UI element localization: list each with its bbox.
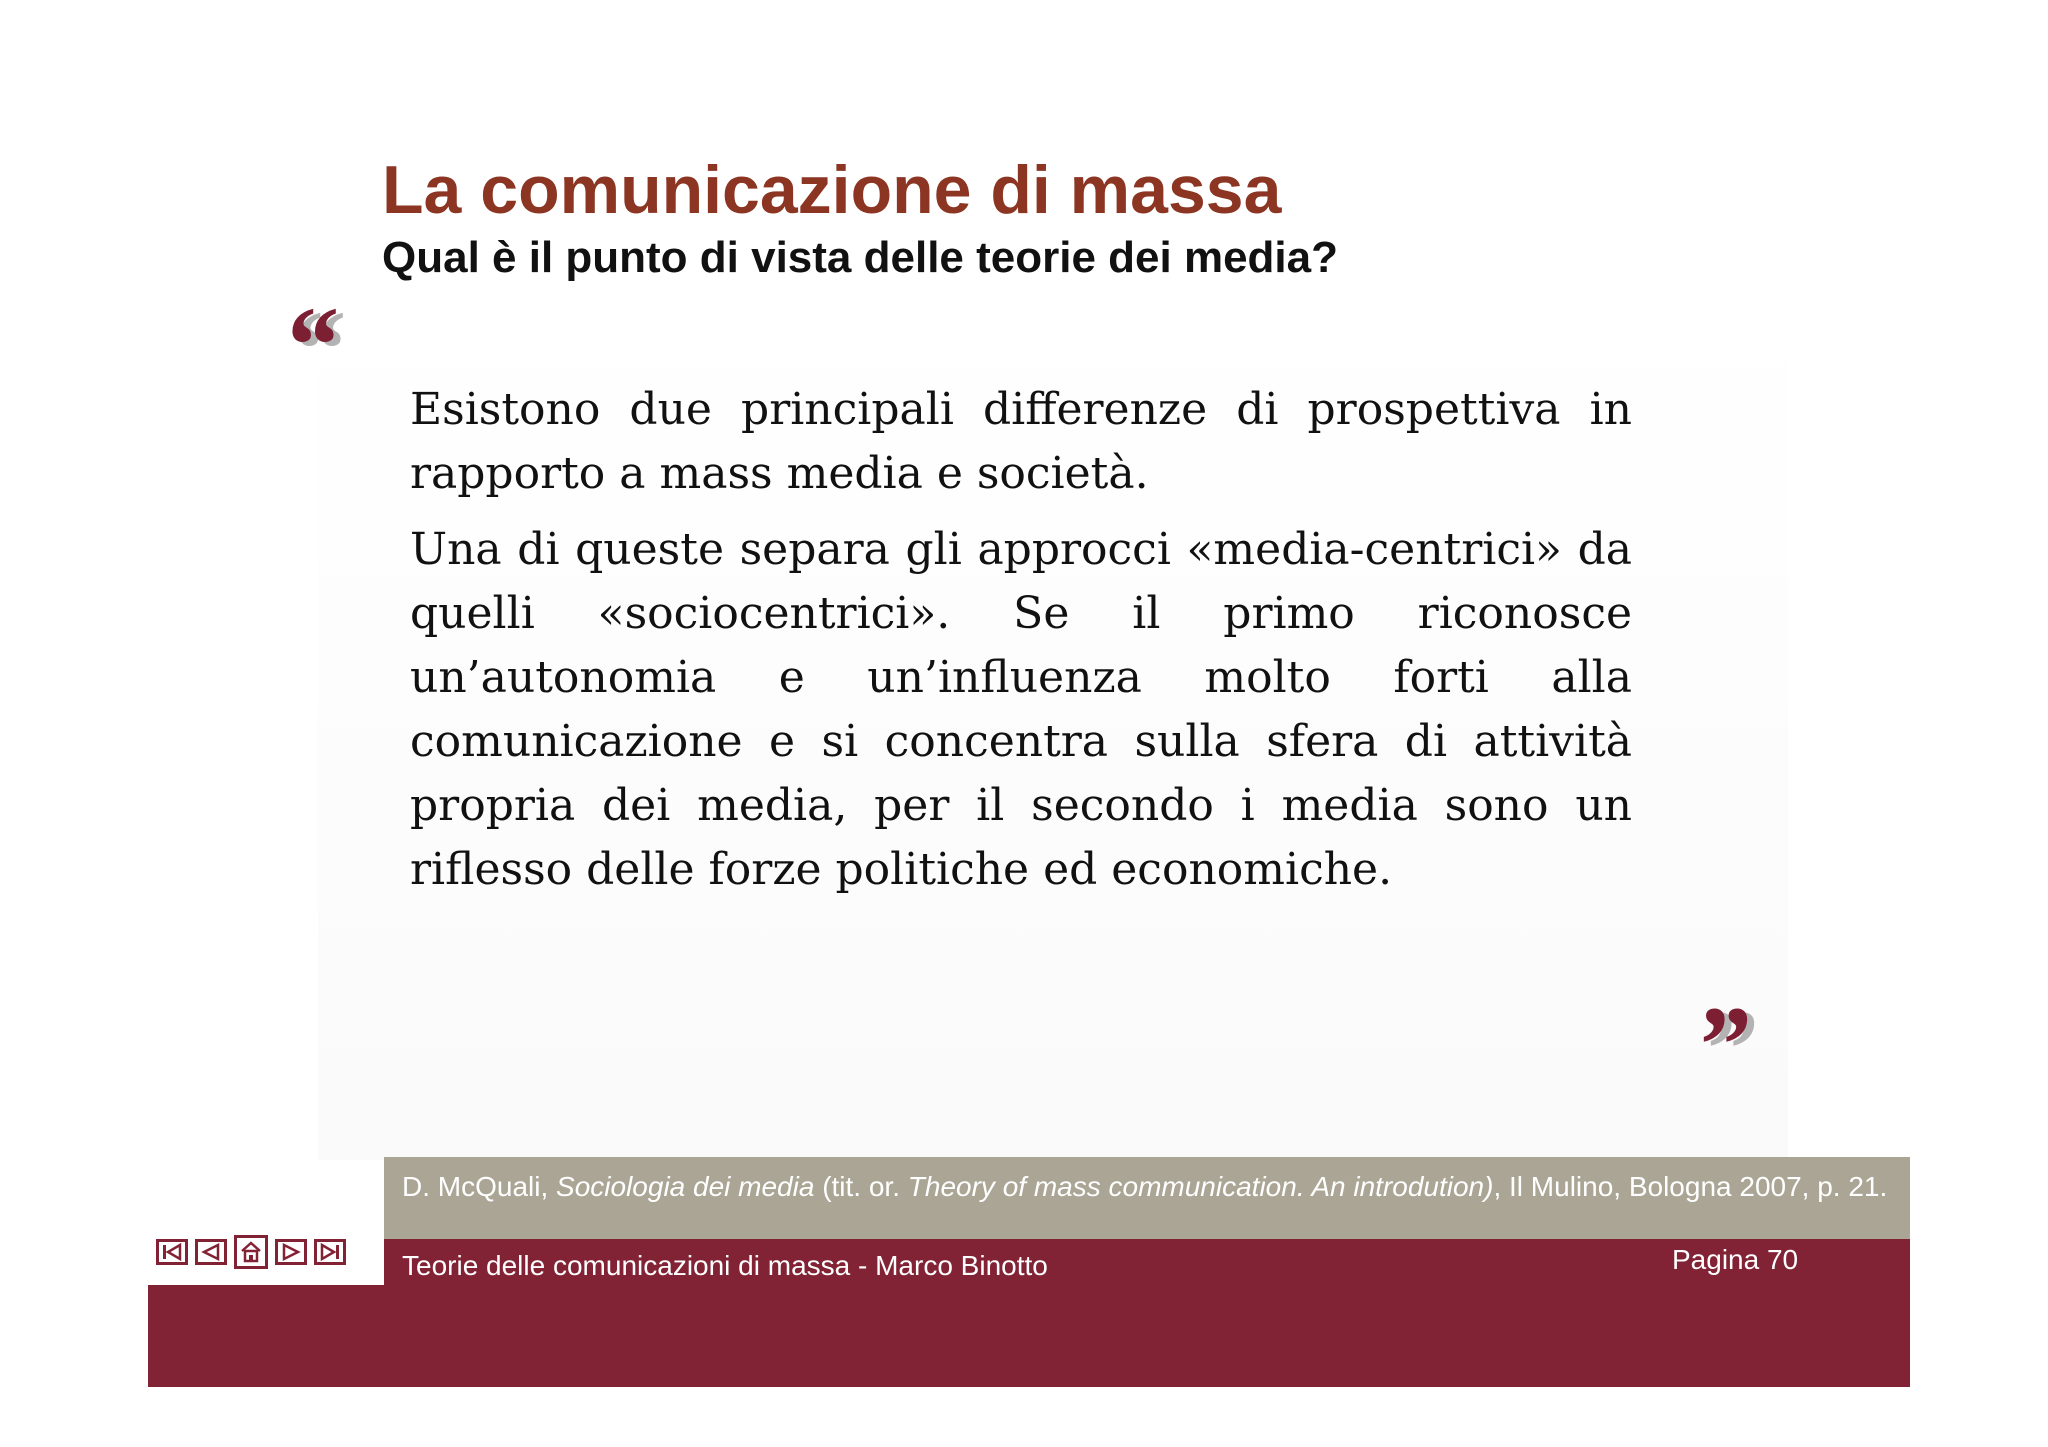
quote-paragraph: Una di queste separa gli approcci «media-centrici» da quelli «sociocentrici». Se il primo riconosce un’autonomia e un’influenza molto forti alla comunicazione e si concentra sulla sfera di attività propria dei media, per il secondo i media sono un riflesso delle forze politiche ed economiche.: [410, 524, 1632, 895]
close-quote-icon: ”: [1694, 984, 1749, 1106]
citation-original-title: Theory of mass communication. An introdution): [907, 1171, 1494, 1202]
open-quote-icon: “: [282, 284, 337, 406]
footer-course-title: Teorie delle comunicazioni di massa - Marco Binotto: [402, 1250, 1048, 1281]
slide-navigation: [156, 1238, 346, 1266]
page-number: Pagina 70: [1672, 1244, 1799, 1275]
next-page-icon[interactable]: [275, 1239, 307, 1265]
home-icon[interactable]: [234, 1235, 268, 1269]
slide-title: La comunicazione di massa: [382, 152, 1282, 228]
quote-paragraph: Esistono due principali differenze di prospettiva in rapporto a mass media e società.: [410, 384, 1632, 499]
citation-publisher: , Il Mulino, Bologna 2007, p. 21.: [1493, 1171, 1888, 1202]
first-page-icon[interactable]: [156, 1239, 188, 1265]
citation-original-prefix: (tit. or.: [814, 1171, 908, 1202]
citation: [384, 1157, 1910, 1239]
slide-subtitle: Qual è il punto di vista delle teorie dei media?: [382, 233, 1338, 282]
citation-book-title: Sociologia dei media: [556, 1171, 815, 1202]
citation-author: D. McQuali,: [402, 1171, 557, 1202]
previous-page-icon[interactable]: [195, 1239, 227, 1265]
quote-body: [410, 378, 1632, 914]
last-page-icon[interactable]: [314, 1239, 346, 1265]
